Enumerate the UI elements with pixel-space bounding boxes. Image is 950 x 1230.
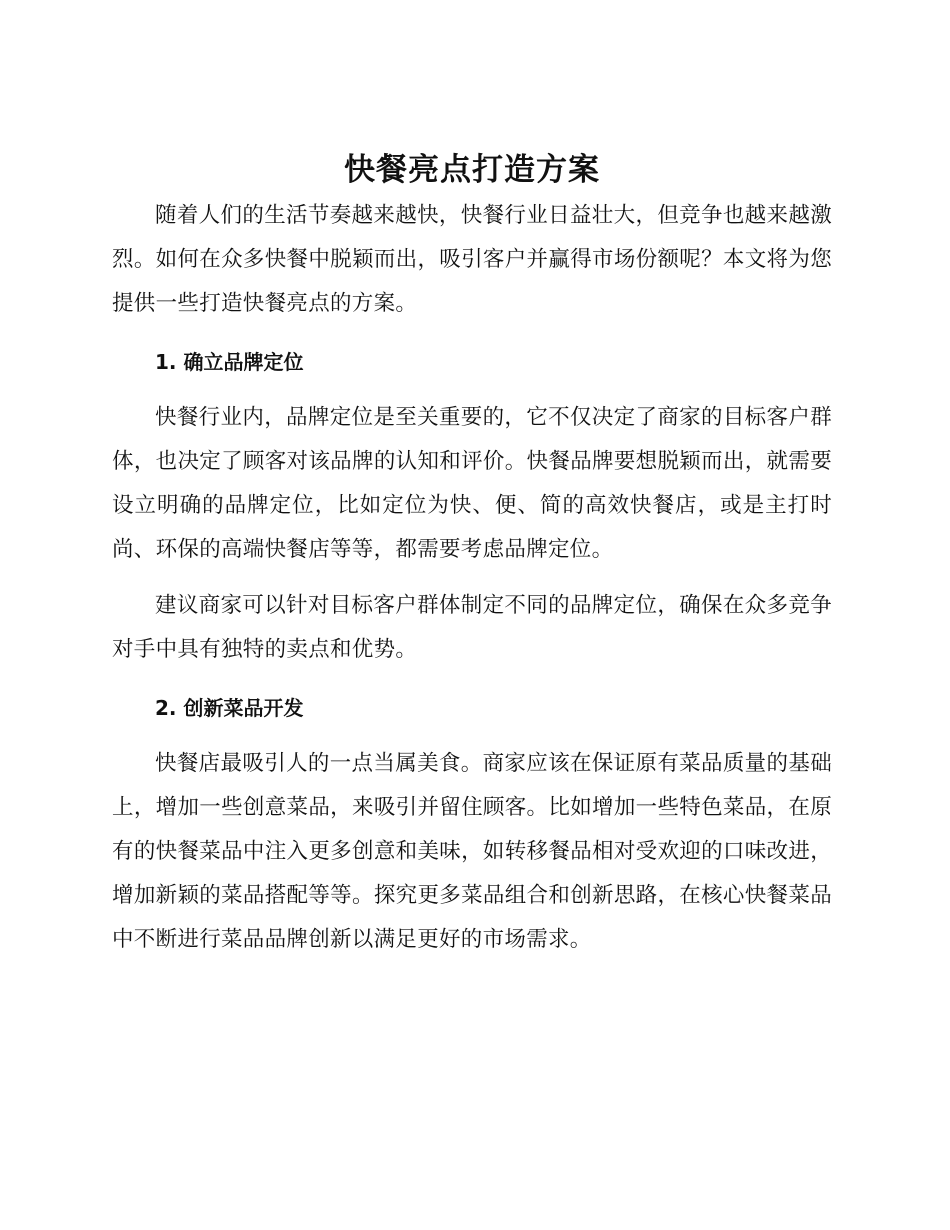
section-heading-brand-positioning: 1. 确立品牌定位 [155,350,304,374]
document-page [112,148,832,962]
section-1-paragraph-2: 建议商家可以针对目标客户群体制定不同的品牌定位，确保在众多竞争对手中具有独特的卖点和优势。 [112,593,832,662]
section-1-paragraph-1: 快餐行业内，品牌定位是至关重要的，它不仅决定了商家的目标客户群体，也决定了顾客对该品牌的认知和评价。快餐品牌要想脱颖而出，就需要设立明确的品牌定位，比如定位为快、便、简的高效快餐店，或是主打时尚、环保的高端快餐店等等，都需要考虑品牌定位。 [112,405,832,562]
document-title: 快餐亮点打造方案 [344,152,600,188]
section-heading-menu-innovation: 2. 创新菜品开发 [155,696,304,720]
section-2-paragraph-1: 快餐店最吸引人的一点当属美食。商家应该在保证原有菜品质量的基础上，增加一些创意菜品，来吸引并留住顾客。比如增加一些特色菜品，在原有的快餐菜品中注入更多创意和美味，如转移餐品相对受欢迎的口味改进，增加新颖的菜品搭配等等。探究更多菜品组合和创新思路，在核心快餐菜品中不断进行菜品品牌创新以满足更好的市场需求。 [112,751,832,952]
intro-paragraph: 随着人们的生活节奏越来越快，快餐行业日益壮大，但竞争也越来越激烈。如何在众多快餐中脱颖而出，吸引客户并赢得市场份额呢？本文将为您提供一些打造快餐亮点的方案。 [112,203,832,316]
